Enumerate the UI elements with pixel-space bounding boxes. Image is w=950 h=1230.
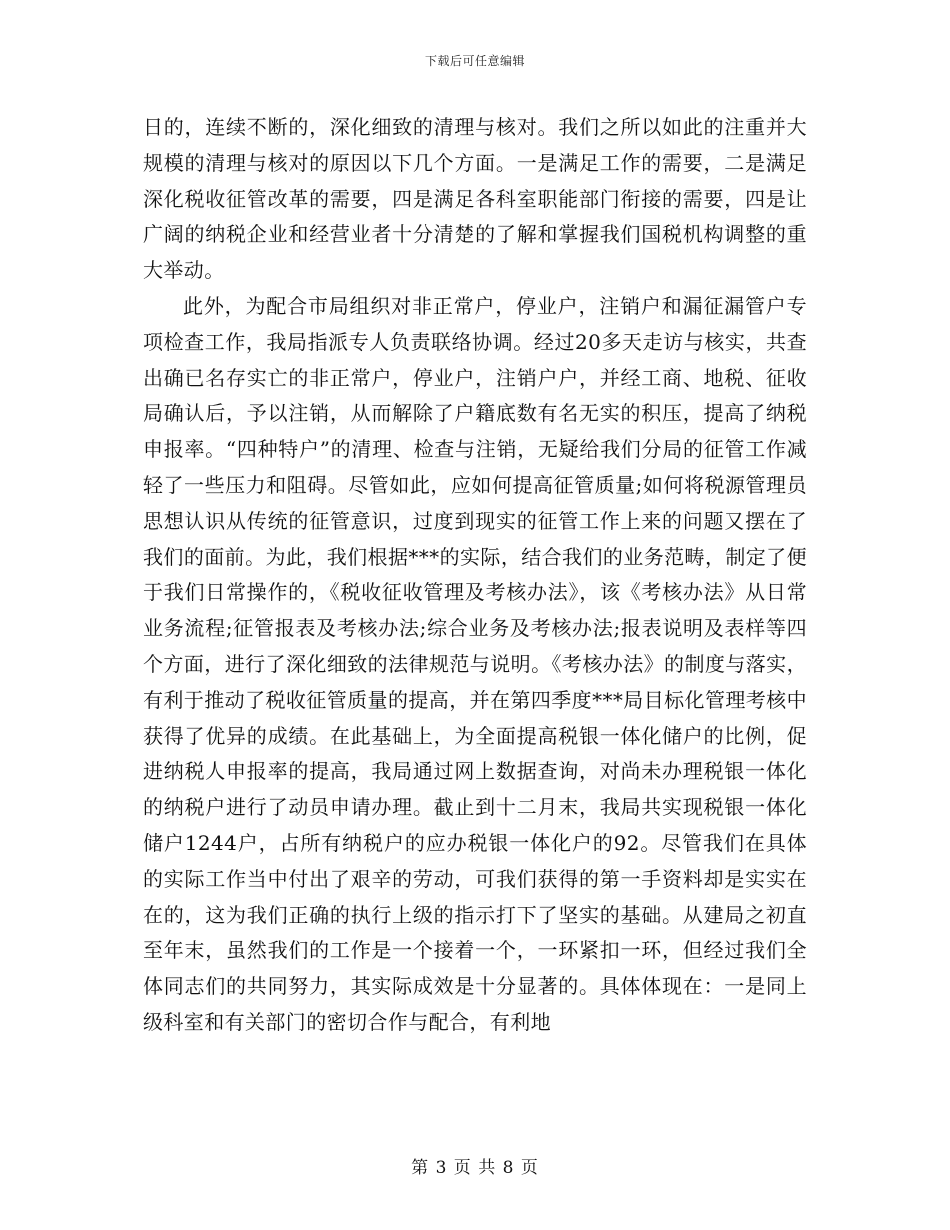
page-header: 下载后可任意编辑 bbox=[424, 54, 525, 68]
document-body bbox=[143, 110, 807, 1041]
page-number-footer: 第 3 页 共 8 页 bbox=[411, 1158, 539, 1178]
paragraph-2: 此外，为配合市局组织对非正常户，停业户，注销户和漏征漏管户专项检查工作，我局指派专人负责联络协调。经过20多天走访与核实，共查出确已名存实亡的非正常户，停业户，注销户户，并经工商、地税、征收局确认后，予以注销，从而解除了户籍底数有名无实的积压，提高了纳税申报率。“四种特户”的清理、检查与注销，无疑给我们分局的征管工作减轻了一些压力和阻碍。尽管如此，应如何提高征管质量;如何将税源管理员思想认识从传统的征管意识，过度到现实的征管工作上来的问题又摆在了我们的面前。为此，我们根据***的实际，结合我们的业务范畴，制定了便于我们日常操作的，《税收征收管理及考核办法》，该《考核办法》从日常业务流程;征管报表及考核办法;综合业务及考核办法;报表说明及表样等四个方面，进行了深化细致的法律规范与说明。《考核办法》的制度与落实，有利于推动了税收征管质量的提高，并在第四季度***局目标化管理考核中获得了优异的成绩。在此基础上，为全面提高税银一体化储户的比例，促进纳税人申报率的提高，我局通过网上数据查询，对尚未办理税银一体化的纳税户进行了动员申请办理。截止到十二月末，我局共实现税银一体化储户1244户，占所有纳税户的应办税银一体化户的92。尽管我们在具体的实际工作当中付出了艰辛的劳动，可我们获得的第一手资料却是实实在在的，这为我们正确的执行上级的指示打下了坚实的基础。从建局之初直至年末，虽然我们的工作是一个接着一个，一环紧扣一环，但经过我们全体同志们的共同努力，其实际成效是十分显著的。具体体现在：一是同上级科室和有关部门的密切合作与配合，有利地 bbox=[143, 293, 807, 1034]
paragraph-1: 日的，连续不断的，深化细致的清理与核对。我们之所以如此的注重并大规模的清理与核对的原因以下几个方面。一是满足工作的需要，二是满足深化税收征管改革的需要，四是满足各科室职能部门衔接的需要，四是让广阔的纳税企业和经营业者十分清楚的了解和掌握我们国税机构调整的重大举动。 bbox=[143, 115, 807, 283]
